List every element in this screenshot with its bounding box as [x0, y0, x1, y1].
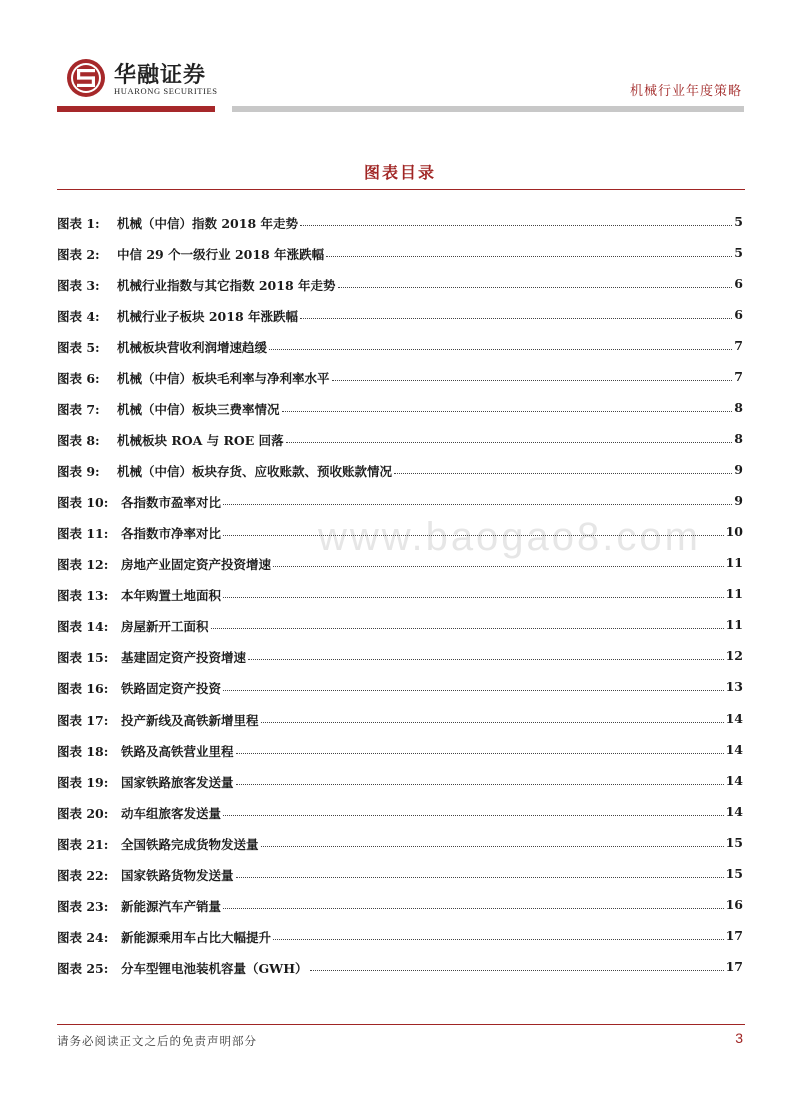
- toc-entry-title: 机械（中信）板块三费率情况: [117, 402, 280, 418]
- toc-entry-page: 6: [734, 307, 743, 323]
- toc-entry-label: 图表 22:: [57, 867, 109, 883]
- toc-entry-label: 图表 7:: [57, 402, 100, 418]
- toc-entry-page: 11: [725, 586, 743, 602]
- toc-dot-leader: [300, 307, 732, 319]
- toc-entry-label: 图表 18:: [57, 743, 109, 759]
- toc-dot-leader: [211, 617, 724, 629]
- report-category: 机械行业年度策略: [629, 84, 742, 99]
- toc-entry-page: 16: [725, 896, 743, 912]
- toc-entry[interactable]: [57, 369, 743, 400]
- toc-entry[interactable]: [57, 555, 743, 586]
- toc-entry[interactable]: [57, 711, 743, 742]
- toc-entry-title: 铁路固定资产投资: [121, 681, 222, 697]
- toc-entry-label: 图表 19:: [57, 774, 109, 790]
- toc-dot-leader: [248, 648, 724, 660]
- toc-entry-page: 6: [734, 276, 743, 292]
- toc-entry-label: 图表 24:: [57, 929, 109, 945]
- header-accent-bar: [57, 106, 215, 112]
- toc-entry-label: 图表 20:: [57, 805, 109, 821]
- toc-title: 图表目录: [363, 163, 436, 182]
- toc-entry-page: 11: [725, 555, 743, 571]
- toc-dot-leader: [273, 928, 724, 940]
- toc-entry-title: 投产新线及高铁新增里程: [121, 712, 259, 728]
- toc-entry-page: 8: [734, 400, 743, 416]
- toc-entry-page: 14: [725, 710, 743, 726]
- toc-entry[interactable]: [57, 307, 743, 338]
- toc-entry-title: 动车组旅客发送量: [121, 805, 222, 821]
- toc-entry-title: 本年购置土地面积: [121, 588, 222, 604]
- toc-entry-title: 机械行业指数与其它指数 2018 年走势: [117, 278, 336, 294]
- toc-dot-leader: [332, 369, 733, 381]
- toc-entry-label: 图表 17:: [57, 712, 109, 728]
- toc-dot-leader: [223, 897, 724, 909]
- toc-entry[interactable]: [57, 648, 743, 679]
- toc-entry[interactable]: [57, 431, 743, 462]
- logo-chinese-name: 华融证券: [114, 62, 207, 88]
- toc-entry-title: 基建固定资产投资增速: [121, 650, 247, 666]
- toc-entry-title: 机械（中信）指数 2018 年走势: [117, 216, 298, 231]
- toc-entry-label: 图表 5:: [57, 340, 100, 356]
- toc-entry-page: 17: [725, 958, 743, 974]
- footer-disclaimer: 请务必阅读正文之后的免责声明部分: [57, 1034, 257, 1048]
- toc-entry-label: 图表 10:: [57, 495, 109, 511]
- toc-dot-leader: [273, 555, 724, 567]
- toc-entry-page: 8: [734, 431, 743, 447]
- toc-dot-leader: [236, 866, 724, 878]
- toc-entry-page: 11: [725, 617, 743, 633]
- toc-dot-leader: [326, 245, 732, 257]
- toc-entry-label: 图表 1:: [57, 216, 100, 231]
- toc-dot-leader: [261, 835, 724, 847]
- toc-list: [57, 214, 743, 990]
- toc-entry[interactable]: [57, 214, 743, 245]
- toc-dot-leader: [394, 462, 732, 474]
- toc-entry-title: 国家铁路旅客发送量: [121, 774, 234, 790]
- toc-entry-title: 国家铁路货物发送量: [121, 867, 234, 883]
- toc-entry-label: 图表 15:: [57, 650, 109, 666]
- toc-entry[interactable]: [57, 773, 743, 804]
- toc-entry-page: 5: [734, 214, 743, 229]
- toc-entry-page: 14: [725, 772, 743, 788]
- toc-entry[interactable]: [57, 245, 743, 276]
- toc-entry-page: 9: [734, 493, 743, 509]
- toc-entry-title: 机械（中信）板块存货、应收账款、预收账款情况: [117, 464, 393, 480]
- toc-entry-page: 13: [725, 679, 743, 695]
- toc-entry-label: 图表 23:: [57, 898, 109, 914]
- toc-entry-page: 14: [725, 741, 743, 757]
- watermark: www.baogao8.com: [318, 515, 701, 559]
- toc-entry[interactable]: [57, 462, 743, 493]
- toc-entry-title: 各指数市盈率对比: [121, 495, 222, 511]
- toc-entry-title: 中信 29 个一级行业 2018 年涨跌幅: [117, 247, 325, 263]
- toc-entry-label: 图表 3:: [57, 278, 100, 294]
- toc-dot-leader: [223, 493, 732, 505]
- toc-entry-label: 图表 12:: [57, 557, 109, 573]
- toc-entry[interactable]: [57, 804, 743, 835]
- toc-entry-label: 图表 8:: [57, 433, 100, 449]
- toc-dot-leader: [223, 804, 724, 816]
- toc-entry-label: 图表 9:: [57, 464, 100, 480]
- toc-entry-title: 铁路及高铁营业里程: [121, 743, 234, 759]
- toc-entry[interactable]: [57, 617, 743, 648]
- toc-dot-leader: [300, 214, 732, 226]
- toc-entry-title: 分车型锂电池装机容量（GWH）: [121, 960, 308, 976]
- toc-entry-label: 图表 14:: [57, 619, 109, 635]
- toc-entry-title: 机械板块 ROA 与 ROE 回落: [117, 433, 284, 449]
- toc-title-divider: [57, 189, 745, 190]
- toc-entry-page: 9: [734, 462, 743, 478]
- toc-entry-page: 7: [734, 369, 743, 385]
- footer-divider: [57, 1024, 745, 1025]
- toc-entry-page: 7: [734, 338, 743, 354]
- toc-entry[interactable]: [57, 276, 743, 307]
- toc-entry-label: 图表 21:: [57, 836, 109, 852]
- toc-entry-title: 全国铁路完成货物发送量: [121, 836, 259, 852]
- toc-entry-title: 机械板块营收利润增速趋缓: [117, 340, 268, 356]
- toc-entry[interactable]: [57, 866, 743, 897]
- toc-entry[interactable]: [57, 742, 743, 773]
- toc-entry[interactable]: [57, 493, 743, 524]
- toc-entry-page: 15: [725, 834, 743, 850]
- toc-entry[interactable]: [57, 897, 743, 928]
- toc-entry-title: 新能源乘用车占比大幅提升: [121, 929, 272, 945]
- toc-entry[interactable]: [57, 928, 743, 959]
- toc-entry[interactable]: [57, 679, 743, 710]
- toc-entry-title: 房地产业固定资产投资增速: [121, 557, 272, 573]
- toc-entry-title: 新能源汽车产销量: [121, 898, 222, 914]
- toc-entry-label: 图表 2:: [57, 247, 100, 263]
- toc-entry-page: 14: [725, 803, 743, 819]
- toc-dot-leader: [223, 586, 724, 598]
- toc-entry-label: 图表 25:: [57, 960, 109, 976]
- toc-dot-leader: [338, 276, 733, 288]
- toc-entry-label: 图表 13:: [57, 588, 109, 604]
- toc-entry-title: 房屋新开工面积: [121, 619, 209, 635]
- toc-dot-leader: [223, 679, 724, 691]
- toc-entry[interactable]: [57, 524, 743, 555]
- toc-dot-leader: [286, 431, 733, 443]
- toc-dot-leader: [310, 959, 724, 971]
- toc-entry-title: 机械行业子板块 2018 年涨跌幅: [117, 309, 298, 325]
- toc-entry-page: 17: [725, 927, 743, 943]
- toc-dot-leader: [236, 773, 724, 785]
- toc-entry-label: 图表 11:: [57, 526, 109, 542]
- toc-entry-label: 图表 4:: [57, 309, 100, 325]
- toc-entry[interactable]: [57, 959, 743, 990]
- page-header: [0, 0, 800, 120]
- toc-entry-page: 15: [725, 865, 743, 881]
- toc-dot-leader: [261, 711, 724, 723]
- toc-entry[interactable]: [57, 338, 743, 369]
- toc-entry-label: 图表 6:: [57, 371, 100, 387]
- toc-entry[interactable]: [57, 835, 743, 866]
- toc-dot-leader: [269, 338, 732, 350]
- toc-entry[interactable]: [57, 586, 743, 617]
- logo-english-name: HUARONG SECURITIES: [114, 86, 218, 96]
- toc-entry-title: 各指数市净率对比: [121, 526, 222, 542]
- page-number: 3: [735, 1030, 743, 1046]
- toc-entry-page: 12: [725, 648, 743, 664]
- header-gray-bar: [232, 106, 744, 112]
- toc-dot-leader: [282, 400, 733, 412]
- toc-entry-page: 5: [734, 245, 743, 261]
- toc-entry-label: 图表 16:: [57, 681, 109, 697]
- toc-entry-title: 机械（中信）板块毛利率与净利率水平: [117, 371, 330, 387]
- toc-entry-page: 10: [725, 524, 743, 540]
- toc-dot-leader: [223, 524, 724, 536]
- toc-dot-leader: [236, 742, 724, 754]
- huarong-logo-icon: [66, 58, 106, 98]
- toc-entry[interactable]: [57, 400, 743, 431]
